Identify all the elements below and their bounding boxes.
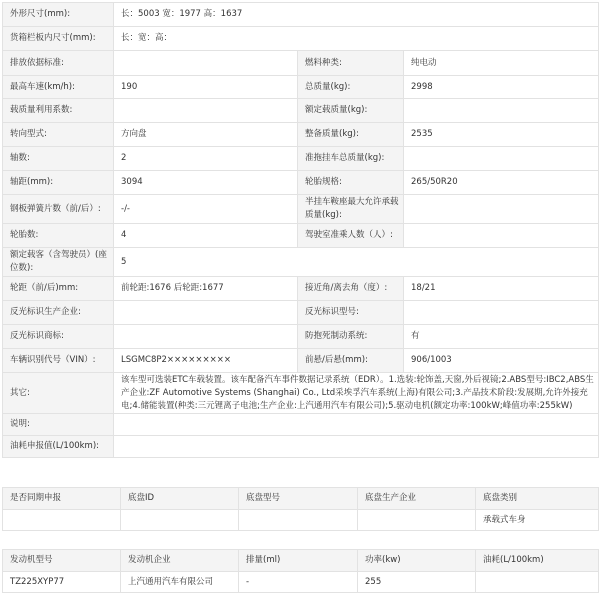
- engine-cell: 上汽通用汽车有限公司: [121, 572, 239, 593]
- engine-header-cell: 发动机型号: [3, 550, 121, 572]
- spec-value: 3094: [114, 171, 298, 195]
- spec-value: 18/21: [404, 277, 599, 301]
- spec-row: [3, 3, 599, 27]
- spec-label: 外形尺寸(mm):: [3, 3, 114, 27]
- spec-label: 燃料种类:: [298, 51, 404, 76]
- spec-value: [114, 414, 599, 436]
- spec-row: [3, 277, 599, 301]
- spec-label: 油耗申报值(L/100km):: [3, 436, 114, 458]
- spec-label: 接近角/离去角（度）:: [298, 277, 404, 301]
- spec-value: 前轮距:1676 后轮距:1677: [114, 277, 298, 301]
- spec-value: 该车型可选装ETC车载装置。该车配备汽车事件数据记录系统（EDR）。1.选装:轮饰盖,天窗,外后视镜;2.ABS型号:IBC2,ABS生产企业:ZF Automotive Systems (Shanghai) Co., Ltd采埃孚汽车系统(上海)有限公司;3.产品技术阶段:发展期,允许外接充电;4.储能装置(种类:三元锂离子电池;生产企业:上汽通用汽车有限公司);5.驱动电机(额定功率:100kW;峰值功率:255kW): [114, 373, 599, 414]
- spec-row: [3, 27, 599, 51]
- engine-table: [2, 549, 599, 593]
- spec-value: 265/50R20: [404, 171, 599, 195]
- spec-label: 整备质量(kg):: [298, 123, 404, 147]
- spec-value: 906/1003: [404, 349, 599, 373]
- chassis-header-cell: 底盘ID: [121, 488, 239, 510]
- spec-label: 准拖挂车总质量(kg):: [298, 147, 404, 171]
- spec-label: 轴距(mm):: [3, 171, 114, 195]
- engine-header-cell: 油耗(L/100km): [476, 550, 599, 572]
- spec-label: 说明:: [3, 414, 114, 436]
- spec-label: 轮胎规格:: [298, 171, 404, 195]
- spec-row: [3, 51, 599, 76]
- spec-value: [114, 99, 298, 123]
- spec-label: 轮距（前/后)mm:: [3, 277, 114, 301]
- spec-label: 排放依据标准:: [3, 51, 114, 76]
- spec-value: 长：5003 宽：1977 高：1637: [114, 3, 599, 27]
- spec-value: [404, 99, 599, 123]
- spec-value: 190: [114, 76, 298, 99]
- spec-label: 总质量(kg):: [298, 76, 404, 99]
- chassis-cell: [121, 510, 239, 531]
- spec-value: 2998: [404, 76, 599, 99]
- spec-label: 反光标识型号:: [298, 301, 404, 325]
- chassis-cell: [358, 510, 476, 531]
- spec-value: [404, 301, 599, 325]
- engine-header-cell: 功率(kw): [358, 550, 476, 572]
- chassis-cell: 承载式车身: [476, 510, 599, 531]
- chassis-cell: [239, 510, 358, 531]
- spec-value: 有: [404, 325, 599, 349]
- chassis-header-cell: 底盘类别: [476, 488, 599, 510]
- spec-label: 其它:: [3, 373, 114, 414]
- spec-value: 纯电动: [404, 51, 599, 76]
- spec-value: 方向盘: [114, 123, 298, 147]
- spec-row: [3, 76, 599, 99]
- spec-row: [3, 301, 599, 325]
- spec-label: 防抱死制动系统:: [298, 325, 404, 349]
- engine-header-cell: 发动机企业: [121, 550, 239, 572]
- spec-row: [3, 436, 599, 458]
- spec-value: 2535: [404, 123, 599, 147]
- spec-row: [3, 224, 599, 248]
- spec-row: [3, 325, 599, 349]
- spec-label: 货箱栏板内尺寸(mm):: [3, 27, 114, 51]
- spec-value: [114, 301, 298, 325]
- spec-label: 钢板弹簧片数（前/后）:: [3, 195, 114, 224]
- engine-header-cell: 排量(ml): [239, 550, 358, 572]
- chassis-header-cell: 底盘生产企业: [358, 488, 476, 510]
- spec-label: 半挂车鞍座最大允许承载质量(kg):: [298, 195, 404, 224]
- spec-row: [3, 248, 599, 277]
- engine-cell: 255: [358, 572, 476, 593]
- chassis-cell: [3, 510, 121, 531]
- spec-value: -/-: [114, 195, 298, 224]
- spec-row: [3, 147, 599, 171]
- spec-label: 额定载客（含驾驶员）(座位数):: [3, 248, 114, 277]
- spec-label: 反光标识生产企业:: [3, 301, 114, 325]
- spec-row: [3, 99, 599, 123]
- spec-value: 4: [114, 224, 298, 248]
- vehicle-spec-table: [2, 2, 599, 458]
- spec-row: [3, 373, 599, 414]
- spec-value: [404, 147, 599, 171]
- spec-label: 载质量利用系数:: [3, 99, 114, 123]
- spec-value: [114, 51, 298, 76]
- spec-value: 2: [114, 147, 298, 171]
- chassis-header-cell: 底盘型号: [239, 488, 358, 510]
- spec-row: [3, 414, 599, 436]
- spec-value: LSGMC8P2×××××××××: [114, 349, 298, 373]
- engine-cell: [476, 572, 599, 593]
- engine-cell: -: [239, 572, 358, 593]
- spec-label: 前悬/后悬(mm):: [298, 349, 404, 373]
- chassis-table: [2, 487, 599, 531]
- spec-label: 轮胎数:: [3, 224, 114, 248]
- spec-row: [3, 349, 599, 373]
- chassis-header-cell: 是否同期申报: [3, 488, 121, 510]
- spec-row: [3, 123, 599, 147]
- spec-value: [114, 436, 599, 458]
- spec-value: 5: [114, 248, 599, 277]
- spec-value: [114, 325, 298, 349]
- spec-label: 最高车速(km/h):: [3, 76, 114, 99]
- spec-row: [3, 171, 599, 195]
- spec-label: 车辆识别代号（VIN）:: [3, 349, 114, 373]
- spec-label: 反光标识商标:: [3, 325, 114, 349]
- spec-label: 轴数:: [3, 147, 114, 171]
- spec-label: 转向型式:: [3, 123, 114, 147]
- spec-value: 长：宽：高：: [114, 27, 599, 51]
- spec-row: [3, 195, 599, 224]
- engine-cell: TZ225XYP77: [3, 572, 121, 593]
- spec-label: 驾驶室准乘人数（人）:: [298, 224, 404, 248]
- spec-value: [404, 195, 599, 224]
- spec-label: 额定载质量(kg):: [298, 99, 404, 123]
- spec-value: [404, 224, 599, 248]
